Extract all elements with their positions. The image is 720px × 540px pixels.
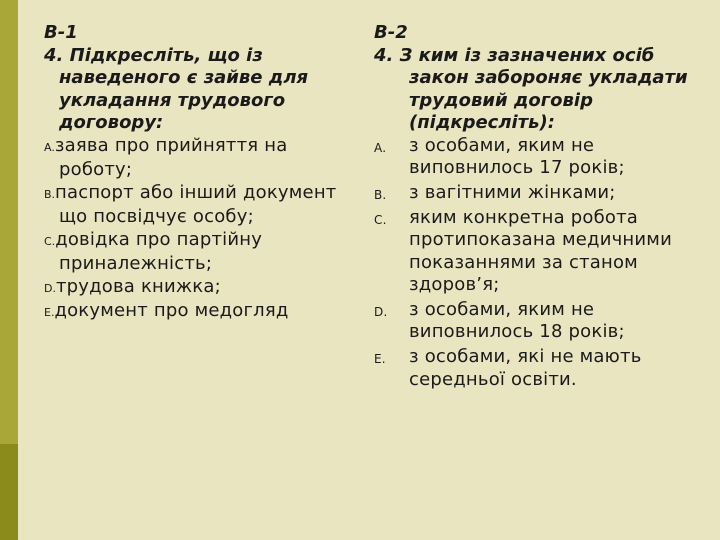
variant-2-option-b bbox=[374, 182, 714, 205]
option-text: з особами, яким не виповнилось 18 років; bbox=[409, 298, 625, 343]
option-letter: B. bbox=[44, 187, 56, 201]
variant-2-question: 4. З ким із зазначених осіб закон забороняє укладати трудовий договір (підкресліть): bbox=[374, 44, 688, 133]
option-letter: A. bbox=[374, 140, 387, 155]
option-text: документ про медогляд bbox=[54, 300, 289, 321]
option-letter: E. bbox=[374, 352, 386, 367]
variant-1-option-d bbox=[44, 276, 344, 301]
option-text: з вагітними жінками; bbox=[409, 181, 616, 203]
variant-1-option-a bbox=[44, 135, 344, 182]
variant-1-question: 4. Підкресліть, що із наведеного є зайве для укладання трудового договору: bbox=[44, 44, 309, 133]
option-letter: B. bbox=[374, 187, 387, 202]
left-accent-bar bbox=[0, 0, 18, 444]
variant-2-option-a bbox=[374, 135, 714, 180]
variant-1-option-c bbox=[44, 229, 344, 276]
option-text: яким конкретна робота протипоказана медичними показаннями за станом здоров’я; bbox=[409, 206, 672, 296]
variant-1-option-b bbox=[44, 182, 344, 229]
variant-2-title: В-2 bbox=[374, 22, 408, 43]
variant-2-option-d bbox=[374, 299, 714, 344]
variant-2-option-e bbox=[374, 346, 714, 391]
left-accent-bar-dark bbox=[0, 444, 18, 540]
option-letter: C. bbox=[374, 212, 387, 227]
option-text: трудова книжка; bbox=[55, 275, 221, 297]
variant-2-column bbox=[374, 22, 714, 391]
option-text: паспорт або інший документ що посвідчує особу; bbox=[55, 181, 337, 227]
option-letter: C. bbox=[44, 234, 56, 248]
option-text: заява про прийняття на роботу; bbox=[54, 134, 288, 180]
option-letter: E. bbox=[44, 306, 55, 319]
variant-1-column bbox=[44, 22, 344, 325]
option-letter: A. bbox=[44, 140, 55, 154]
option-letter: D. bbox=[374, 304, 388, 319]
option-text: з особами, яким не виповнилось 17 років; bbox=[409, 134, 625, 178]
option-text: з особами, які не мають середньої освіти. bbox=[409, 346, 642, 390]
option-text: довідка про партійну приналежність; bbox=[55, 228, 263, 274]
variant-1-option-e bbox=[44, 300, 344, 325]
variant-2-option-c bbox=[374, 207, 714, 297]
option-letter: D. bbox=[44, 281, 56, 295]
variant-1-title: В-1 bbox=[44, 22, 78, 43]
